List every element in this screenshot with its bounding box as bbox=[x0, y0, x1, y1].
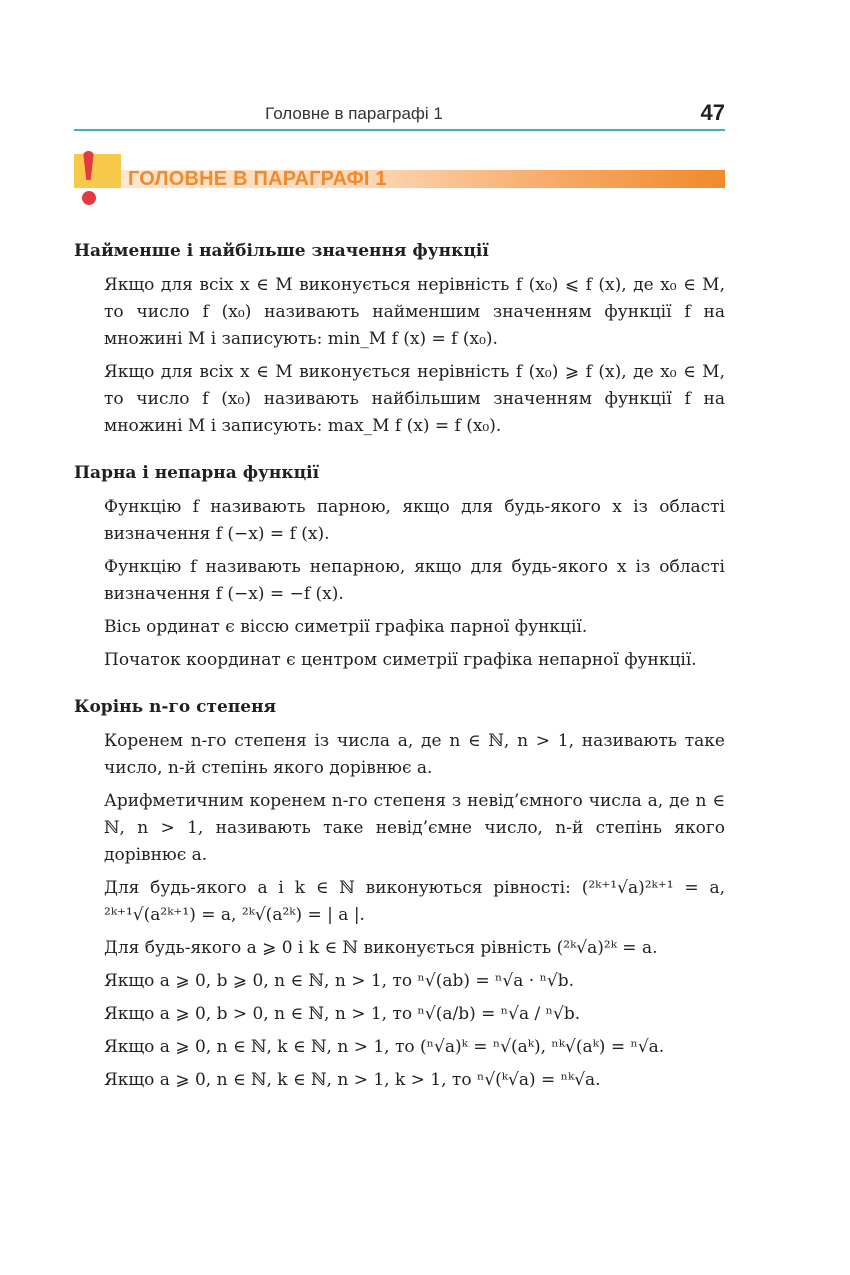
paragraph: Для будь-якого a і k ∈ ℕ виконуються рівності: (²ᵏ⁺¹√a)²ᵏ⁺¹ = a, ²ᵏ⁺¹√(a²ᵏ⁺¹) = a, ²ᵏ√(a²ᵏ) = | a |. bbox=[104, 878, 725, 925]
paragraph: Арифметичним коренем n-го степеня з невід’ємного числа a, де n ∈ ℕ, n > 1, називають таке невід’ємне число, n-й степінь якого дорівнює a. bbox=[104, 791, 725, 865]
section-banner bbox=[74, 154, 725, 206]
page-number: 47 bbox=[700, 100, 725, 125]
section-heading: Парна і непарна функції bbox=[74, 463, 320, 483]
paragraph: Початок координат є центром симетрії графіка непарної функції. bbox=[104, 650, 697, 670]
paragraph: Коренем n-го степеня із числа a, де n ∈ ℕ, n > 1, називають таке число, n-й степінь якого дорівнює a. bbox=[104, 731, 725, 778]
paragraph: Якщо a ⩾ 0, n ∈ ℕ, k ∈ ℕ, n > 1, k > 1, то ⁿ√(ᵏ√a) = ⁿᵏ√a. bbox=[104, 1070, 601, 1090]
paragraph: Функцію f називають непарною, якщо для будь-якого x із області визначення f (−x) = −f (x). bbox=[104, 557, 725, 604]
header-rule bbox=[74, 129, 725, 131]
paragraph: Якщо a ⩾ 0, b ⩾ 0, n ∈ ℕ, n > 1, то ⁿ√(ab) = ⁿ√a · ⁿ√b. bbox=[104, 971, 575, 991]
main-content bbox=[74, 238, 725, 1100]
section-heading: Корінь n-го степеня bbox=[74, 697, 277, 717]
paragraph: Для будь-якого a ⩾ 0 і k ∈ ℕ виконується рівність (²ᵏ√a)²ᵏ = a. bbox=[104, 938, 658, 958]
paragraph: Якщо a ⩾ 0, n ∈ ℕ, k ∈ ℕ, n > 1, то (ⁿ√a)ᵏ = ⁿ√(aᵏ), ⁿᵏ√(aᵏ) = ⁿ√a. bbox=[104, 1037, 665, 1057]
running-title: Головне в параграфі 1 bbox=[265, 104, 443, 123]
section-heading: Найменше і найбільше значення функції bbox=[74, 241, 489, 261]
banner-yellow-box bbox=[74, 154, 121, 188]
paragraph: Функцію f називають парною, якщо для будь-якого x із області визначення f (−x) = f (x). bbox=[104, 497, 725, 544]
paragraph: Якщо a ⩾ 0, b > 0, n ∈ ℕ, n > 1, то ⁿ√(a/b) = ⁿ√a / ⁿ√b. bbox=[104, 1004, 581, 1024]
paragraph: Вісь ординат є віссю симетрії графіка парної функції. bbox=[104, 617, 588, 637]
page-header bbox=[74, 100, 725, 128]
paragraph: Якщо для всіх x ∈ M виконується нерівність f (x₀) ⩾ f (x), де x₀ ∈ M, то число f (x₀) називають найбільшим значенням функції f на множині M і записують: max_M f (x) = f (x₀). bbox=[104, 362, 725, 436]
banner-title: ГОЛОВНЕ В ПАРАГРАФІ 1 bbox=[128, 168, 387, 190]
paragraph: Якщо для всіх x ∈ M виконується нерівність f (x₀) ⩽ f (x), де x₀ ∈ M, то число f (x₀) називають найменшим значенням функції f на множині M і записують: min_M f (x) = f (x₀). bbox=[104, 275, 725, 349]
